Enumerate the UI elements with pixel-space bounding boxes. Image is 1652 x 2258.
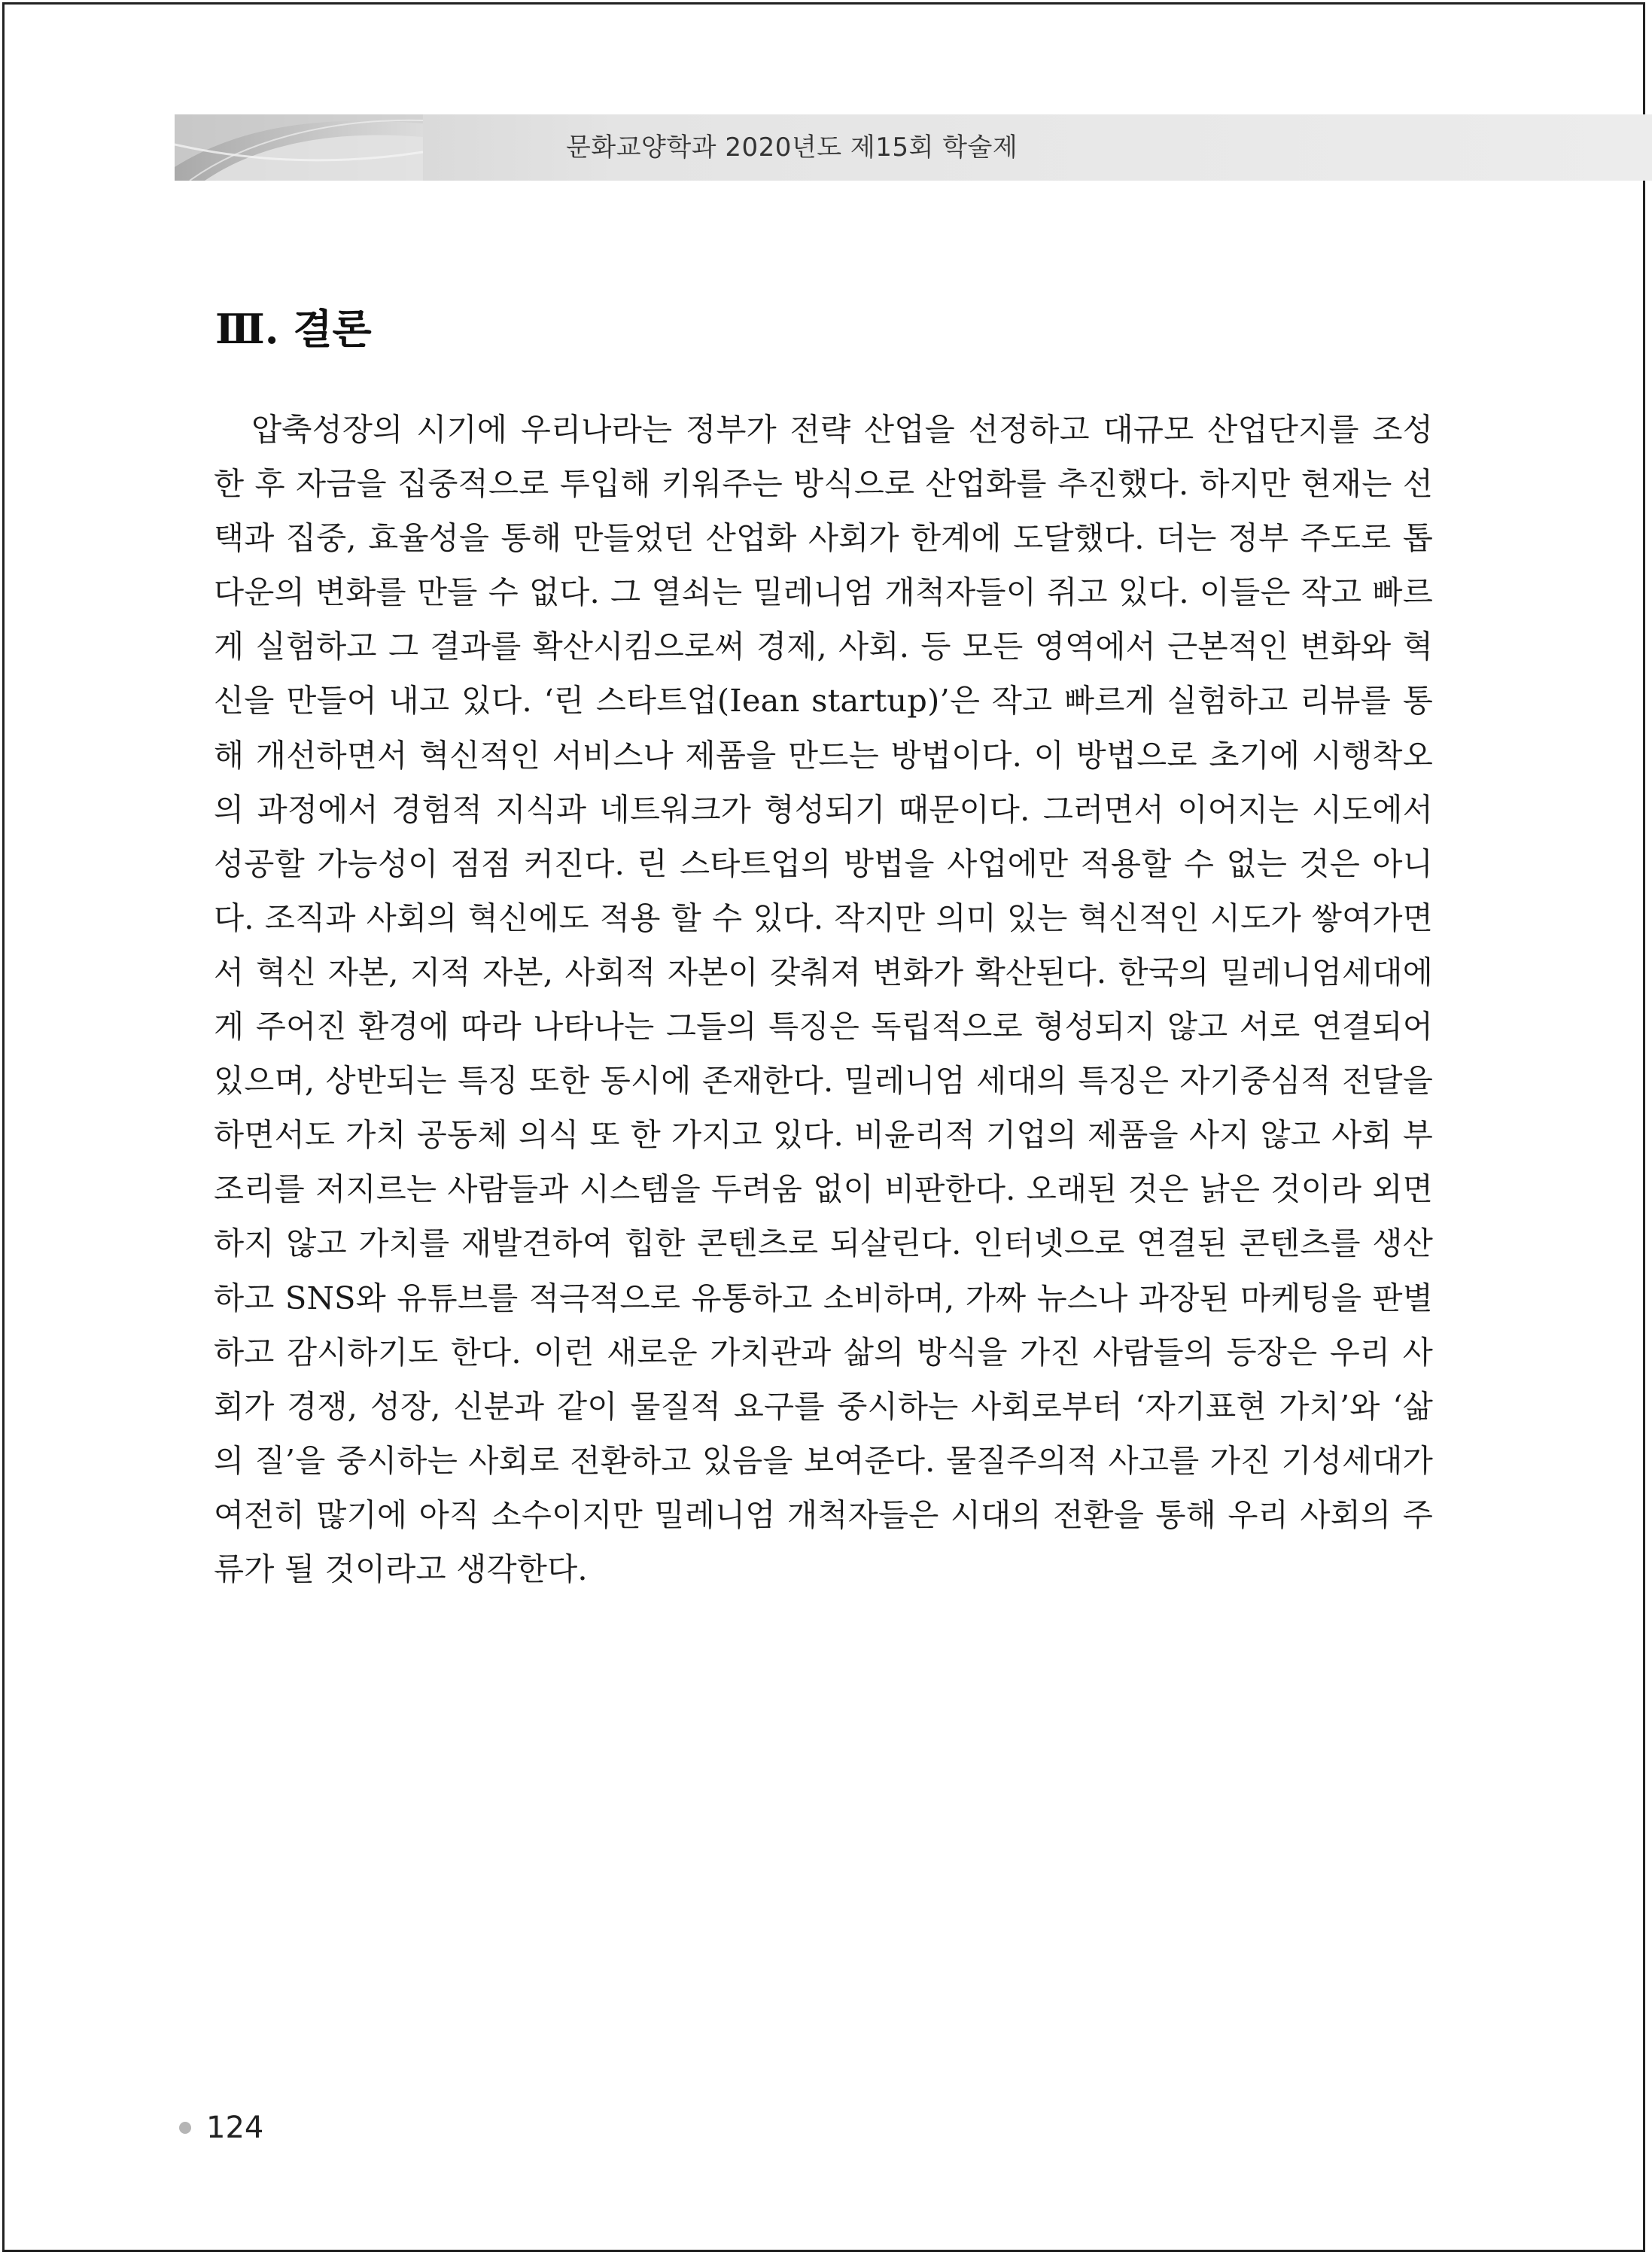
page-footer	[179, 2107, 263, 2148]
page-number: 124	[206, 2110, 264, 2145]
header-swoosh-decoration	[175, 114, 423, 181]
header-title: 문화교양학과 2020년도 제15회 학술제	[566, 132, 1018, 163]
section-heading: Ⅲ. 결론	[215, 305, 372, 353]
body-paragraph: 압축성장의 시기에 우리나라는 정부가 전략 산업을 선정하고 대규모 산업단지를 조성한 후 자금을 집중적으로 투입해 키워주는 방식으로 산업화를 추진했다. 하지만 현재는 선택과 집중, 효율성을 통해 만들었던 산업화 사회가 한계에 도달했다. 더는 정부 주도로 톱 다운의 변화를 만들 수 없다. 그 열쇠는 밀레니엄 개척자들이 쥐고 있다. 이들은 작고 빠르게 실험하고 그 결과를 확산시킴으로써 경제, 사회. 등 모든 영역에서 근본적인 변화와 혁신을 만들어 내고 있다. ‘린 스타트업(Iean startup)’은 작고 빠르게 실험하고 리뷰를 통해 개선하면서 혁신적인 서비스나 제품을 만드는 방법이다. 이 방법으로 초기에 시행착오의 과정에서 경험적 지식과 네트워크가 형성되기 때문이다. 그러면서 이어지는 시도에서 성공할 가능성이 점점 커진다. 린 스타트업의 방법을 사업에만 적용할 수 없는 것은 아니다. 조직과 사회의 혁신에도 적용 할 수 있다. 작지만 의미 있는 혁신적인 시도가 쌓여가면서 혁신 자본, 지적 자본, 사회적 자본이 갖춰져 변화가 확산된다. 한국의 밀레니엄세대에게 주어진 환경에 따라 나타나는 그들의 특징은 독립적으로 형성되지 않고 서로 연결되어 있으며, 상반되는 특징 또한 동시에 존재한다. 밀레니엄 세대의 특징은 자기중심적 전달을 하면서도 가치 공동체 의식 또 한 가지고 있다. 비윤리적 기업의 제품을 사지 않고 사회 부조리를 저지르는 사람들과 시스템을 두려움 없이 비판한다. 오래된 것은 낡은 것이라 외면하지 않고 가치를 재발견하여 힙한 콘텐츠로 되살린다. 인터넷으로 연결된 콘텐츠를 생산하고 SNS와 유튜브를 적극적으로 유통하고 소비하며, 가짜 뉴스나 과장된 마케팅을 판별하고 감시하기도 한다. 이런 새로운 가치관과 삶의 방식을 가진 사람들의 등장은 우리 사회가 경쟁, 성장, 신분과 같이 물질적 요구를 중시하는 사회로부터 ‘자기표현 가치’와 ‘삶의 질’을 중시하는 사회로 전환하고 있음을 보여준다. 물질주의적 사고를 가진 기성세대가 여전히 많기에 아직 소수이지만 밀레니엄 개척자들은 시대의 전환을 통해 우리 사회의 주류가 될 것이라고 생각한다.	[214, 411, 1433, 1587]
running-header	[175, 114, 1652, 181]
bullet-dot-icon	[179, 2122, 191, 2134]
